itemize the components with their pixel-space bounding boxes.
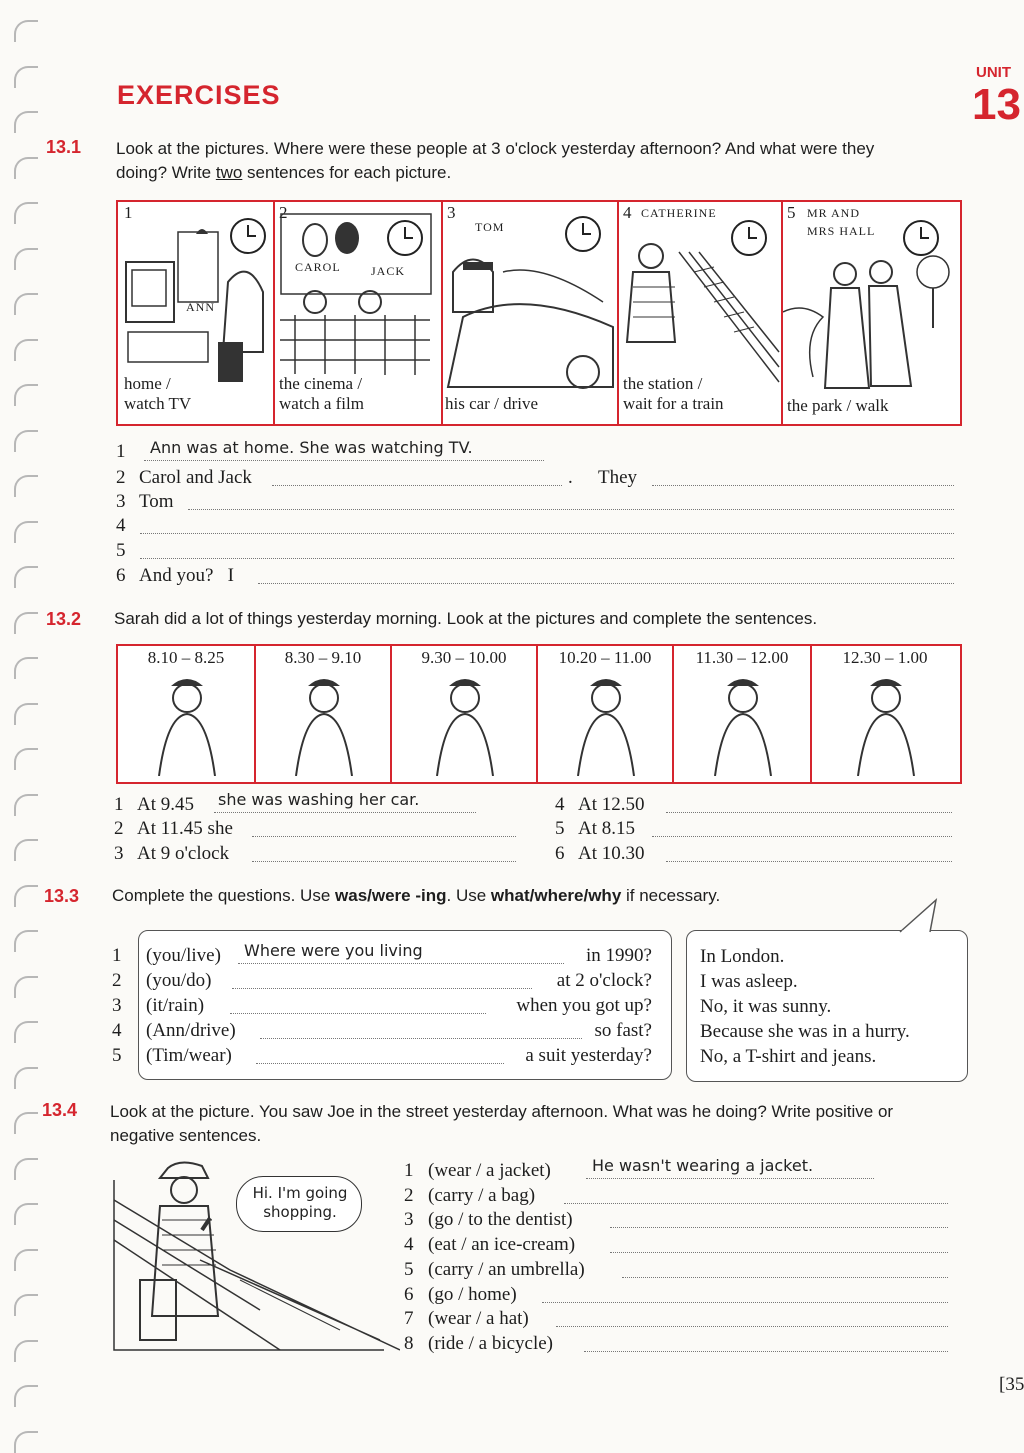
item-cue: (wear / a jacket): [428, 1160, 551, 1181]
example-answer: Where were you living: [244, 941, 423, 960]
question-ending: a suit yesterday?: [525, 1045, 652, 1066]
instruction: [116, 137, 976, 185]
example-answer: she was washing her car.: [218, 790, 420, 809]
line-number: 1: [112, 945, 122, 966]
reply-text: Because she was in a hurry.: [700, 1021, 910, 1042]
picture-label: MRS HALL: [807, 224, 876, 238]
binding-ring: [14, 657, 38, 679]
line-prompt: At 9 o'clock: [137, 843, 230, 864]
answer-line[interactable]: [238, 963, 564, 964]
line-number: 7: [404, 1308, 414, 1330]
instruction-text: if necessary.: [621, 886, 721, 905]
time-picture: [538, 646, 674, 782]
item-cue: (carry / an umbrella): [428, 1258, 585, 1280]
line-number: 4: [555, 794, 565, 815]
line-number: 1: [404, 1160, 414, 1181]
time-label: 8.30 – 9.10: [284, 648, 362, 667]
binding-ring: [14, 1112, 38, 1134]
answer-line[interactable]: [258, 583, 954, 584]
answer-line[interactable]: [666, 861, 952, 862]
line-number: 6: [555, 843, 565, 864]
instruction-text: . Use: [446, 886, 491, 905]
station-illustration: [619, 232, 781, 392]
exercise-number: 13.3: [44, 886, 80, 906]
binding-ring: [14, 748, 38, 770]
sarah-illustration: [674, 676, 808, 776]
item-cue: (go / to the dentist): [428, 1209, 573, 1231]
line-dot: .: [568, 467, 573, 488]
line-prompt: At 12.50: [578, 794, 645, 815]
binding-ring: [14, 1340, 38, 1362]
picture-label: TOM: [475, 220, 505, 234]
picture-caption: [623, 374, 724, 414]
instruction: Sarah did a lot of things yesterday morning. Look at the pictures and complete the sentences.: [114, 609, 818, 628]
line-number: 3: [112, 995, 122, 1016]
caption-line: the park / walk: [787, 396, 889, 415]
binding-ring: [14, 1431, 38, 1453]
picture-3: [443, 202, 619, 424]
binding-ring: [14, 1385, 38, 1407]
question-ending: in 1990?: [586, 945, 652, 966]
caption-line: the station /: [623, 374, 703, 393]
line-number: 1: [116, 441, 126, 462]
caption-line: his car / drive: [445, 394, 538, 413]
example-answer: Ann was at home. She was watching TV.: [150, 438, 473, 457]
answer-line[interactable]: [666, 812, 952, 813]
answer-line[interactable]: [260, 1038, 582, 1039]
binding-ring: [14, 976, 38, 998]
answer-line[interactable]: [272, 485, 562, 486]
line-number: 2: [112, 970, 122, 991]
binding-ring: [14, 612, 38, 634]
time-label: 11.30 – 12.00: [695, 648, 789, 667]
instruction-line: [116, 161, 976, 185]
picture-label: CAROL: [295, 260, 341, 274]
caption-line: watch TV: [124, 394, 192, 413]
picture-label: CATHERINE: [641, 206, 717, 220]
item-cue: (wear / a hat): [428, 1308, 529, 1330]
reply-text: No, a T-shirt and jeans.: [700, 1046, 877, 1067]
time-label: 8.10 – 8.25: [147, 648, 225, 667]
line-number: 4: [404, 1234, 414, 1256]
picture-number: 4: [623, 203, 632, 222]
line-prompt: At 11.45 she: [137, 818, 233, 839]
answer-line[interactable]: [188, 509, 954, 510]
reply-text: In London.: [700, 946, 785, 967]
page-number: [35: [999, 1374, 1024, 1395]
car-illustration: [443, 232, 617, 392]
binding-ring: [14, 430, 38, 452]
caption-line: wait for a train: [623, 394, 724, 413]
answer-line[interactable]: [586, 1178, 874, 1179]
question-ending: so fast?: [594, 1020, 652, 1041]
binding-ring: [14, 1021, 38, 1043]
exercise-number: 13.2: [46, 609, 82, 629]
instruction-text: Complete the questions. Use: [112, 886, 336, 905]
answer-line[interactable]: [652, 836, 952, 837]
question-cue: (Ann/drive): [146, 1020, 236, 1041]
picture-number: 5: [787, 203, 796, 222]
line-prompt: Tom: [139, 491, 174, 512]
picture-caption: [279, 374, 364, 414]
line-number: 2: [114, 818, 124, 839]
time-picture: [812, 646, 958, 782]
answer-line[interactable]: [230, 1013, 486, 1014]
line-number: 1: [114, 794, 124, 815]
binding-ring: [14, 475, 38, 497]
picture-label: ANN: [186, 300, 215, 314]
answer-line[interactable]: [232, 988, 532, 989]
answer-line[interactable]: [252, 861, 516, 862]
picture-caption: [787, 396, 889, 416]
instruction-emphasis: was/were -ing: [335, 886, 447, 905]
binding-ring: [14, 885, 38, 907]
line-prompt: Carol and Jack: [139, 467, 252, 488]
picture-4: [619, 202, 783, 424]
answer-line[interactable]: [556, 1326, 948, 1327]
binding-ring: [14, 1249, 38, 1271]
caption-line: watch a film: [279, 394, 364, 413]
item-cue: (eat / an ice-cream): [428, 1234, 576, 1256]
picture-label: MR AND: [807, 206, 861, 220]
line-prompt: They: [598, 467, 638, 488]
time-picture: [118, 646, 256, 782]
picture-label: JACK: [371, 264, 406, 278]
line-number: 4: [112, 1020, 122, 1041]
time-picture: [392, 646, 538, 782]
instruction: [110, 1100, 893, 1148]
answer-line[interactable]: [144, 460, 544, 461]
line-number: 5: [404, 1258, 414, 1280]
picture-number: 1: [124, 203, 133, 222]
instruction-text: sentences for each picture.: [242, 163, 452, 182]
line-number: 2: [404, 1184, 414, 1206]
line-number: 5: [112, 1045, 122, 1066]
instruction: [112, 886, 720, 906]
binding-ring: [14, 202, 38, 224]
sarah-illustration: [538, 676, 670, 776]
answer-line[interactable]: [622, 1277, 948, 1278]
binding-ring: [14, 1158, 38, 1180]
line-prompt: At 10.30: [578, 843, 645, 864]
question-cue: (you/live): [146, 945, 221, 966]
time-strip: [116, 644, 962, 784]
line-prompt: At 9.45: [137, 794, 194, 815]
binding-ring: [14, 20, 38, 42]
caption-line: home /: [124, 374, 171, 393]
park-illustration: [783, 252, 960, 392]
binding-ring: [14, 1294, 38, 1316]
binding-ring: [14, 1067, 38, 1089]
instruction-line: negative sentences.: [110, 1126, 262, 1145]
exercise-number: 13.1: [46, 137, 82, 157]
line-number: 4: [116, 515, 126, 536]
binding-ring: [14, 248, 38, 270]
time-label: 9.30 – 10.00: [421, 648, 507, 667]
speech-tail-icon: [890, 896, 950, 936]
clock-icon: [903, 220, 939, 256]
picture-number: 3: [447, 203, 456, 222]
binding-ring: [14, 384, 38, 406]
line-prompt: At 8.15: [578, 818, 635, 839]
item-cue: (carry / a bag): [428, 1184, 536, 1206]
caption-line: the cinema /: [279, 374, 363, 393]
binding-ring: [14, 703, 38, 725]
answer-line[interactable]: [140, 533, 954, 534]
line-number: 3: [116, 491, 126, 512]
time-label: 10.20 – 11.00: [558, 648, 652, 667]
binding-ring: [14, 566, 38, 588]
binding-ring: [14, 1203, 38, 1225]
answer-line[interactable]: [140, 558, 954, 559]
instruction-text: doing? Write: [116, 163, 216, 182]
sarah-illustration: [256, 676, 388, 776]
binding-ring: [14, 794, 38, 816]
sarah-illustration: [812, 676, 956, 776]
picture-caption: [445, 394, 538, 414]
sarah-illustration: [392, 676, 534, 776]
binding-ring: [14, 293, 38, 315]
picture-1: [118, 202, 275, 424]
binding-ring: [14, 66, 38, 88]
reply-text: I was asleep.: [700, 971, 798, 992]
answer-line[interactable]: [252, 836, 516, 837]
item-cue: (ride / a bicycle): [428, 1332, 554, 1354]
answer-line[interactable]: [542, 1302, 948, 1303]
answer-line[interactable]: [584, 1351, 948, 1352]
instruction-line: Look at the picture. You saw Joe in the street yesterday afternoon. What was he doing? Write positive or: [110, 1102, 894, 1121]
line-number: 5: [116, 540, 126, 561]
binding-ring: [14, 339, 38, 361]
question-cue: (Tim/wear): [146, 1045, 232, 1066]
picture-2: [275, 202, 443, 424]
picture-number: 2: [279, 203, 288, 222]
page-title: EXERCISES: [117, 80, 281, 110]
binding-ring: [14, 930, 38, 952]
question-cue: (it/rain): [146, 995, 205, 1016]
instruction-emphasis: what/where/why: [490, 886, 622, 905]
example-answer: He wasn't wearing a jacket.: [592, 1156, 814, 1175]
line-prompt: And you? I: [139, 565, 234, 586]
answer-line[interactable]: [610, 1252, 948, 1253]
answer-line[interactable]: [256, 1063, 504, 1064]
line-number: 3: [404, 1209, 414, 1231]
binding-ring: [14, 157, 38, 179]
binding-ring: [14, 839, 38, 861]
answer-line[interactable]: [214, 812, 476, 813]
question-ending: when you got up?: [516, 995, 652, 1016]
time-picture: [256, 646, 392, 782]
exercise-number: 13.4: [42, 1100, 78, 1120]
picture-5: [783, 202, 960, 424]
instruction-emphasis: two: [215, 163, 243, 182]
binding-ring: [14, 111, 38, 133]
time-picture: [674, 646, 812, 782]
question-cue: (you/do): [146, 970, 212, 991]
line-number: 2: [116, 467, 126, 488]
picture-caption: [124, 374, 191, 414]
cinema-illustration: [275, 210, 441, 380]
item-cue: (go / home): [428, 1283, 517, 1305]
unit-label: UNIT: [976, 64, 1011, 81]
line-number: 5: [555, 818, 565, 839]
sarah-illustration: [118, 676, 252, 776]
question-ending: at 2 o'clock?: [556, 970, 652, 991]
speech-text: Hi. I'm going shopping.: [252, 1184, 348, 1221]
time-label: 12.30 – 1.00: [842, 648, 928, 667]
line-number: 3: [114, 843, 124, 864]
picture-strip: [116, 200, 962, 426]
answer-line[interactable]: [652, 485, 954, 486]
answer-line[interactable]: [610, 1227, 948, 1228]
unit-number: 13: [972, 80, 1021, 129]
binding-ring: [14, 521, 38, 543]
line-number: 6: [404, 1283, 414, 1305]
line-number: 6: [116, 565, 126, 586]
instruction-line: Look at the pictures. Where were these people at 3 o'clock yesterday afternoon? And what were they: [116, 139, 875, 158]
answer-line[interactable]: [564, 1203, 948, 1204]
reply-text: No, it was sunny.: [700, 996, 832, 1017]
line-number: 8: [404, 1332, 414, 1354]
